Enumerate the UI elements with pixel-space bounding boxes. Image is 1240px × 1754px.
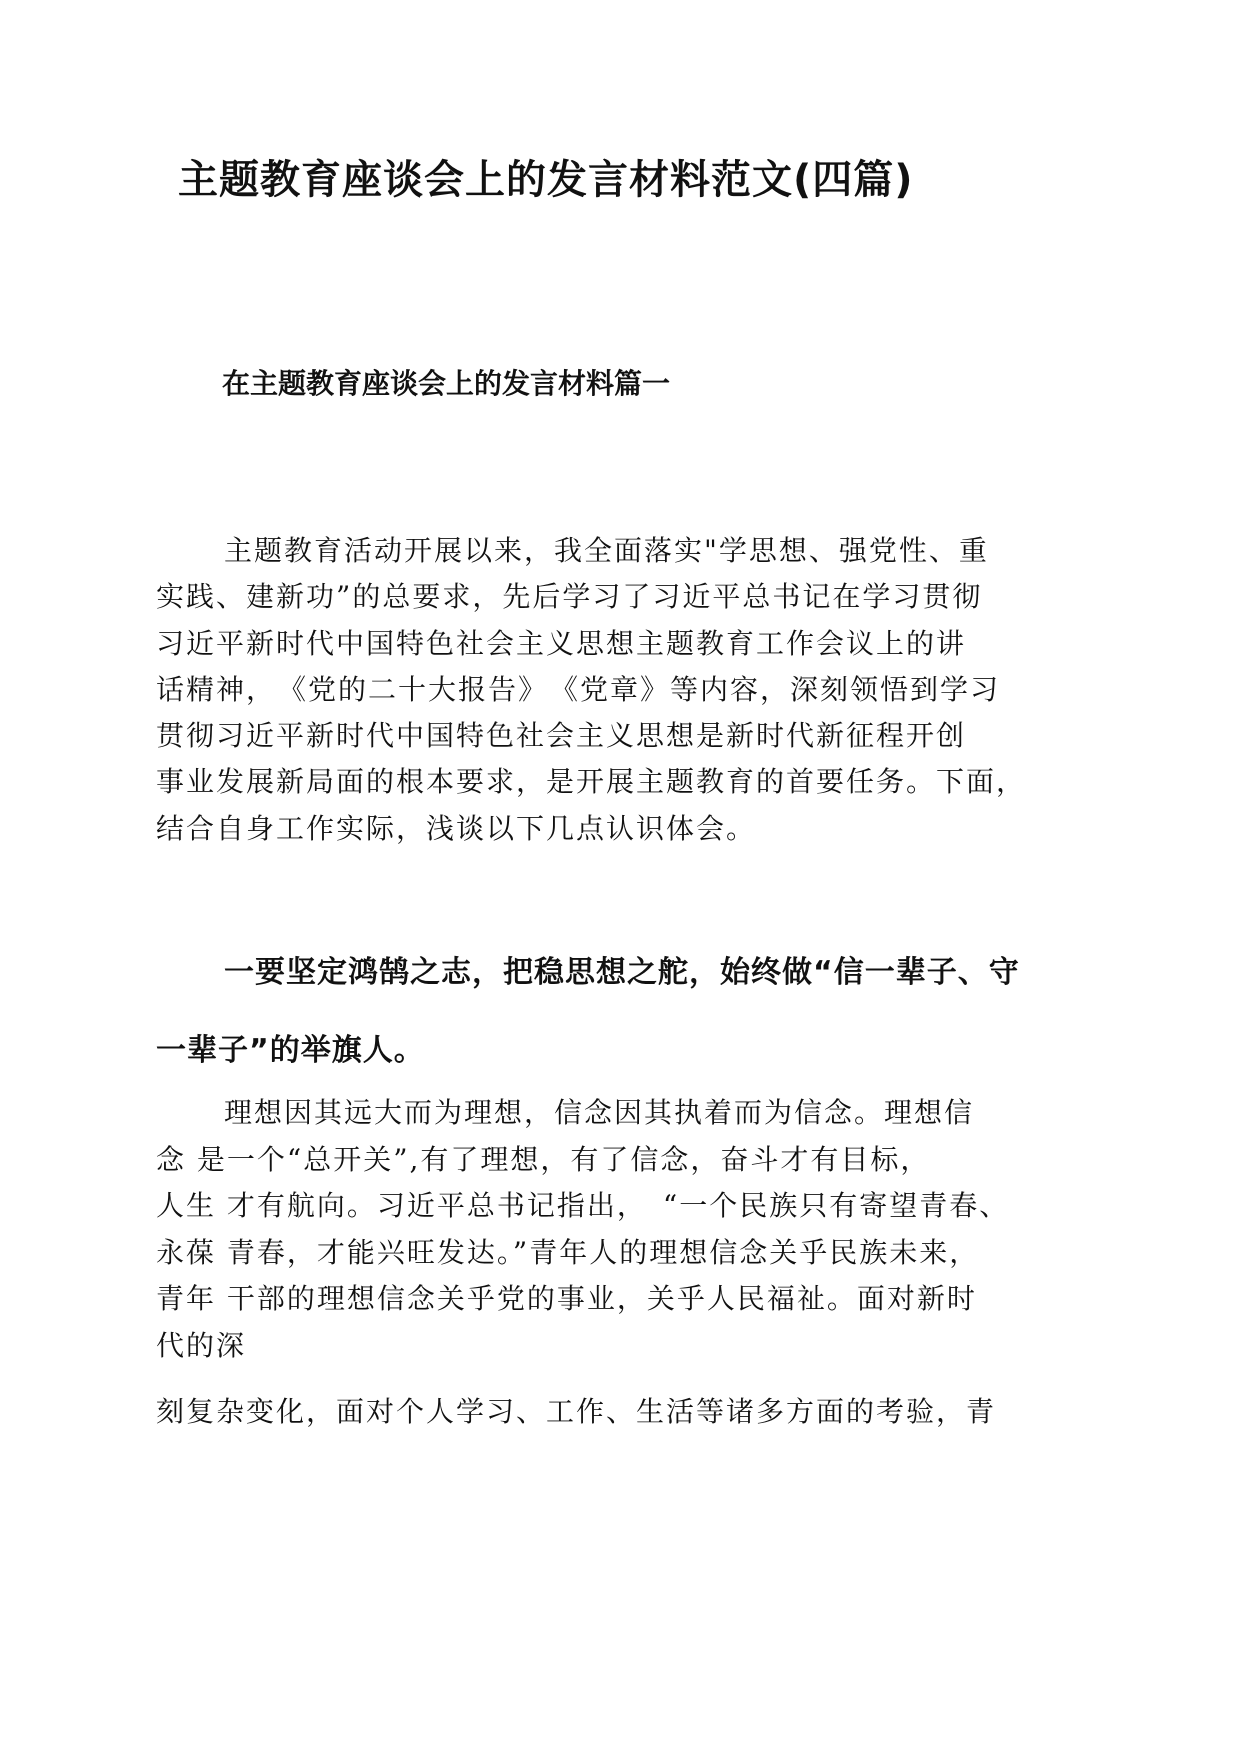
paragraph-line: 代的深 (156, 1328, 247, 1362)
paragraph-intro (156, 528, 1086, 852)
paragraph-line: 实践、建新功”的总要求，先后学习了习近平总书记在学习贯彻 (156, 580, 983, 614)
paragraph-line: 事业发展新局面的根本要求，是开展主题教育的首要任务。下面， (156, 765, 1027, 799)
paragraph-line: 习近平新时代中国特色社会主义思想主题教育工作会议上的讲 (156, 626, 967, 660)
document-title: 主题教育座谈会上的发言材料范文(四篇) (178, 157, 914, 203)
paragraph-line: 话精神， 《党的二十大报告》 《党章》等内容，深刻领悟到学习 (156, 672, 1001, 706)
paragraph-line: 人生 才有航向。习近平总书记指出， “一个民族只有寄望青春、 (156, 1189, 1010, 1222)
section-title: 在主题教育座谈会上的发言材料篇一 (222, 367, 671, 400)
heading-line: 一要坚定鸿鹄之志，把稳思想之舵，始终做“信一辈子、守 (224, 955, 1020, 990)
heading-line: 一辈子”的举旗人。 (156, 1033, 425, 1068)
point-one-heading (156, 934, 1086, 1090)
paragraph-line: 永葆 青春，才能兴旺发达。”青年人的理想信念关乎民族未来， (156, 1235, 980, 1269)
paragraph-line: 贯彻习近平新时代中国特色社会主义思想是新时代新征程开创 (156, 719, 967, 753)
paragraph-line: 结合自身工作实际，浅谈以下几点认识体会。 (156, 811, 757, 845)
paragraph-line: 理想因其远大而为理想，信念因其执着而为信念。理想信 (224, 1096, 975, 1129)
paragraph-line: 主题教育活动开展以来，我全面落实"学思想、强党性、重 (224, 534, 989, 567)
paragraph-line: 刻复杂变化，面对个人学习、工作、生活等诸多方面的考验，青 (156, 1395, 997, 1428)
paragraph-ideals (156, 1090, 1086, 1436)
paragraph-line: 青年 干部的理想信念关乎党的事业，关乎人民福祉。面对新时 (156, 1282, 977, 1315)
paragraph-line: 念 是一个“总开关”,有了理想，有了信念，奋斗才有目标， (156, 1142, 931, 1176)
